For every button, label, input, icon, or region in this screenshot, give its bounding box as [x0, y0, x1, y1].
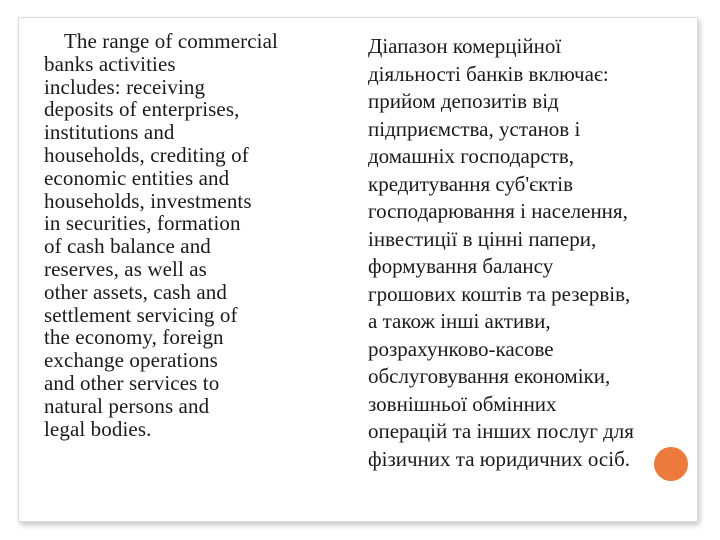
english-text-line: institutions and: [44, 120, 175, 145]
english-text-line: economic entities and: [44, 165, 230, 190]
ukrainian-text-line: господарювання і населення,: [368, 199, 628, 223]
english-text-line: other assets, cash and: [44, 279, 227, 304]
english-text-line: households, crediting of: [44, 142, 249, 167]
english-text-line: the economy, foreign: [44, 325, 224, 350]
english-text-line: exchange operations: [44, 348, 218, 373]
ukrainian-text-block: [348, 33, 693, 473]
english-text-line: banks activities: [44, 51, 176, 76]
english-text-line: and other services to: [44, 370, 220, 395]
english-text-line: includes: receiving: [44, 74, 206, 99]
ukrainian-text-line: інвестиції в цінні папери,: [368, 226, 597, 251]
orange-dot-decoration: [654, 447, 688, 481]
ukrainian-text-line: формування балансу: [368, 254, 554, 278]
ukrainian-text-line: діяльності банків включає:: [368, 61, 609, 86]
english-text-line: of cash balance and: [44, 234, 211, 259]
english-text-line: households, investments: [44, 188, 252, 213]
ukrainian-text-line: грошових коштів та резервів,: [368, 281, 631, 306]
ukrainian-text-line: обслуговування економіки,: [368, 364, 611, 388]
ukrainian-text-line: Діапазон комерційної: [368, 34, 562, 58]
english-text-block: [44, 30, 344, 440]
english-text-line: in securities, formation: [44, 211, 241, 236]
ukrainian-text-line: прийом депозитів від: [368, 89, 559, 113]
ukrainian-text-line: зовнішньої обмінних: [368, 391, 557, 416]
ukrainian-text-line: а також інші активи,: [368, 309, 551, 333]
english-text-line: natural persons and: [44, 393, 210, 418]
ukrainian-text-line: розрахунково-касове: [368, 336, 554, 361]
ukrainian-text-line: домашніх господарств,: [368, 144, 574, 168]
english-text-line: deposits of enterprises,: [44, 97, 240, 122]
english-text-line: settlement servicing of: [44, 302, 238, 327]
ukrainian-text-line: кредитування суб'єктів: [368, 171, 574, 196]
ukrainian-text-line: операцій та інших послуг для: [368, 419, 634, 443]
english-text-line: reserves, as well as: [44, 256, 207, 281]
ukrainian-text-line: підприємства, установ і: [368, 116, 581, 141]
ukrainian-text-line: фізичних та юридичних осіб.: [368, 446, 631, 471]
english-text-line: The range of commercial: [64, 29, 278, 53]
english-text-line: legal bodies.: [44, 416, 152, 441]
